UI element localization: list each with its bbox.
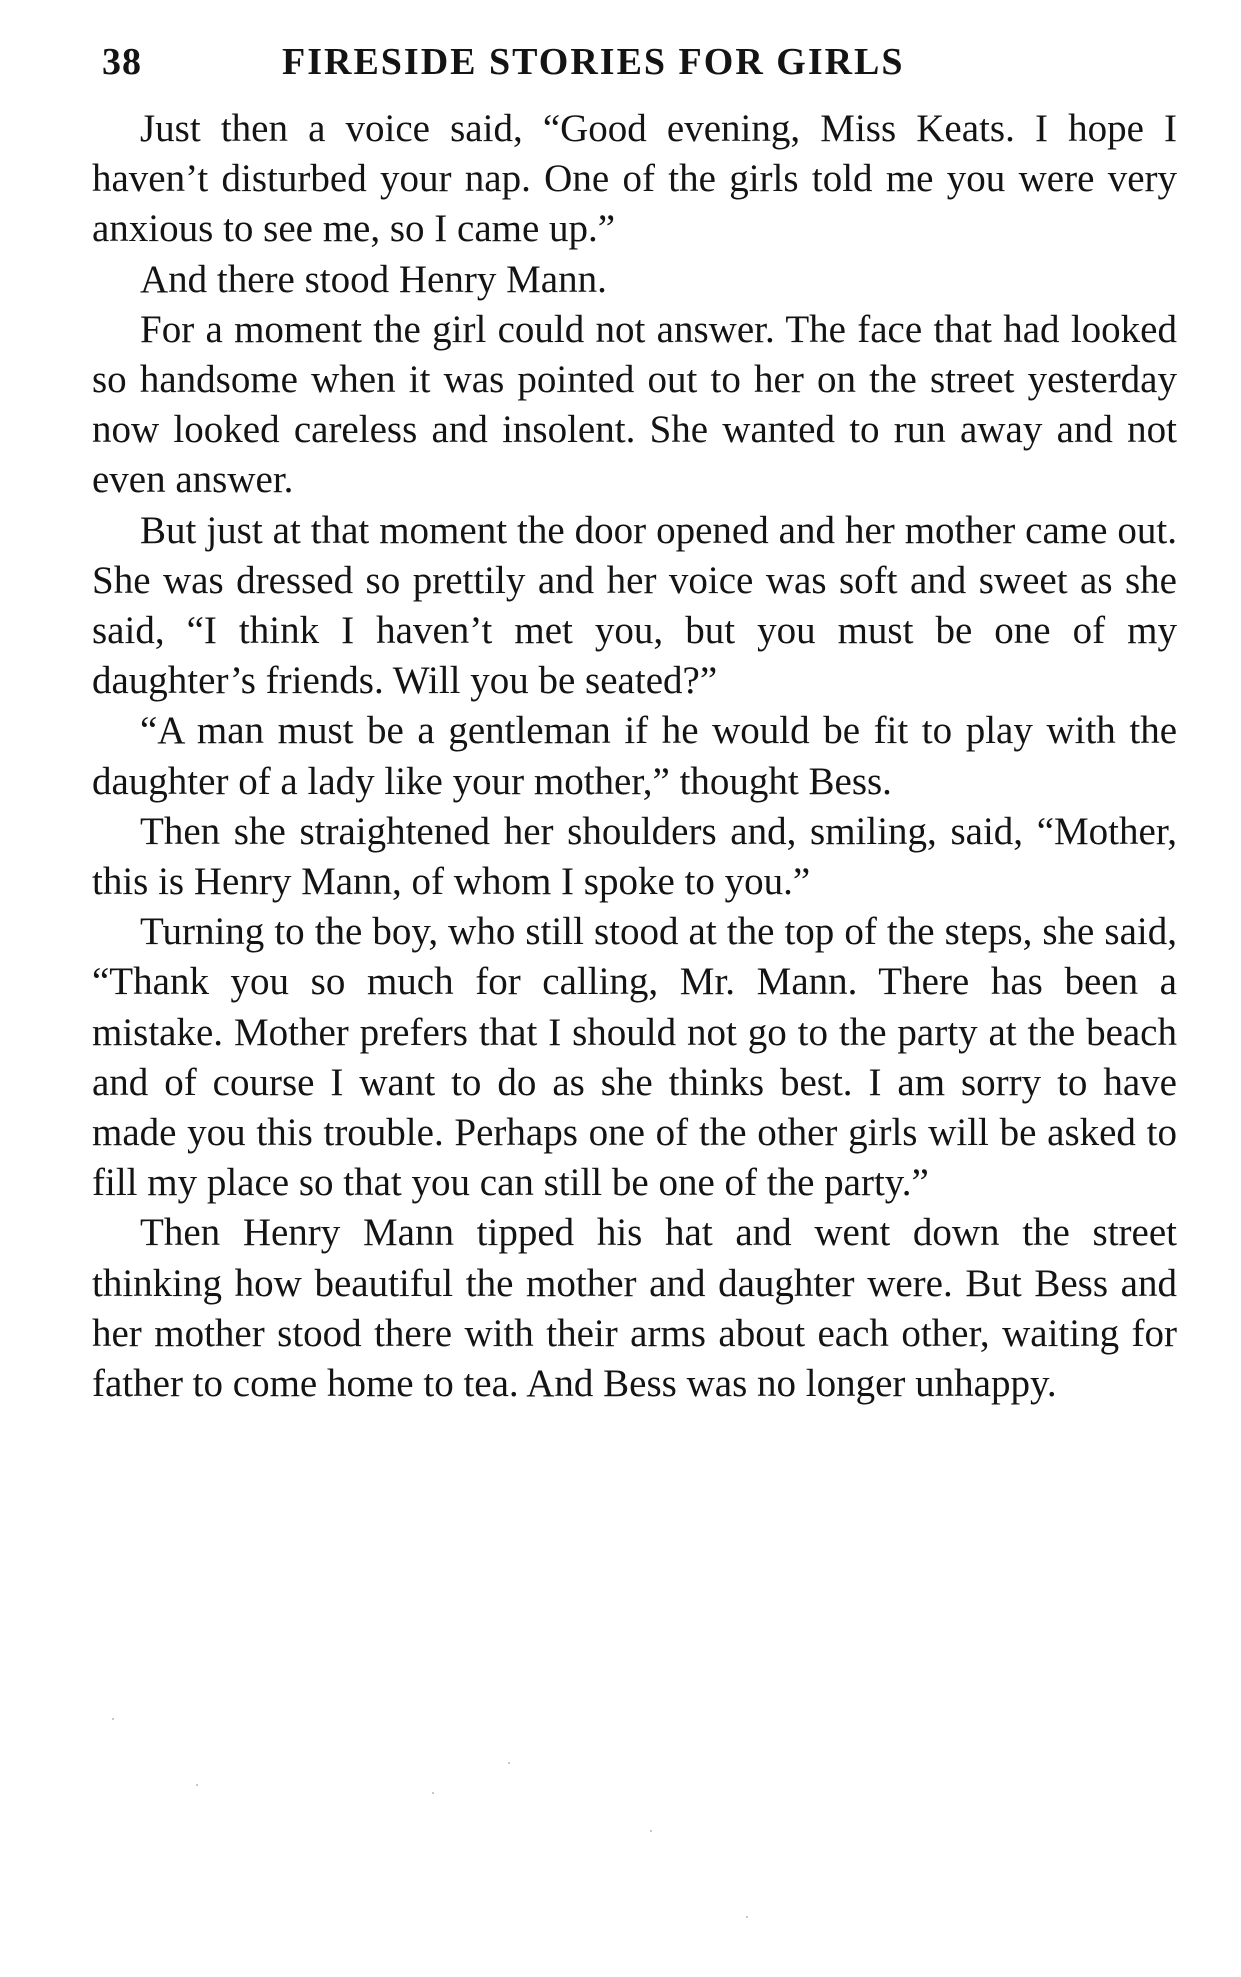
book-page — [92, 40, 1177, 1409]
paragraph: And there stood Henry Mann. — [140, 257, 607, 301]
page-number: 38 — [102, 41, 142, 83]
running-title: FIRESIDE STORIES FOR GIRLS — [282, 41, 905, 83]
paper-speck — [508, 1762, 510, 1764]
paragraph: Just then a voice said, “Good evening, Miss Keats. I hope I haven’t disturbed your nap. One of the girls told me you were very anxious to see me, so I came up.” — [92, 107, 1177, 251]
paragraph: Turning to the boy, who still stood at the top of the steps, she said, “Thank you so much for calling, Mr. Mann. There has been a mistake. Mother prefers that I should not go to the party at the beach and of course I want to do as she thinks best. I am sorry to have made you this trouble. Perhaps one of the other girls will be asked to fill my place so that you can still be one of the party.” — [92, 910, 1177, 1205]
paragraph: For a moment the girl could not answer. The face that had looked so handsome when it was pointed out to her on the street yesterday now looked careless and insolent. She wanted to run away and not even answer. — [92, 307, 1177, 502]
story-text — [92, 104, 1177, 1409]
paper-speck — [196, 1784, 198, 1786]
paragraph: Then she straightened her shoulders and, smiling, said, “Mother, this is Henry Mann, of whom I spoke to you.” — [92, 809, 1177, 904]
paper-speck — [746, 1916, 748, 1918]
paper-speck — [432, 1792, 434, 1794]
paragraph: “A man must be a gentleman if he would be fit to play with the daughter of a lady like your mother,” thought Bess. — [92, 709, 1177, 803]
paragraph: But just at that moment the door opened and her mother came out. She was dressed so prettily and her voice was soft and sweet as she said, “I think I haven’t met you, but you must be one of my daughter’s friends. Will you be seated?” — [92, 508, 1177, 703]
running-head — [92, 40, 1177, 90]
paragraph: Then Henry Mann tipped his hat and went down the street thinking how beautiful the mother and daughter were. But Bess and her mother stood there with their arms about each other, waiting for father to come home to tea. And Bess was no longer unhappy. — [92, 1211, 1177, 1406]
paper-speck — [650, 1830, 652, 1832]
paper-speck — [112, 1718, 114, 1720]
